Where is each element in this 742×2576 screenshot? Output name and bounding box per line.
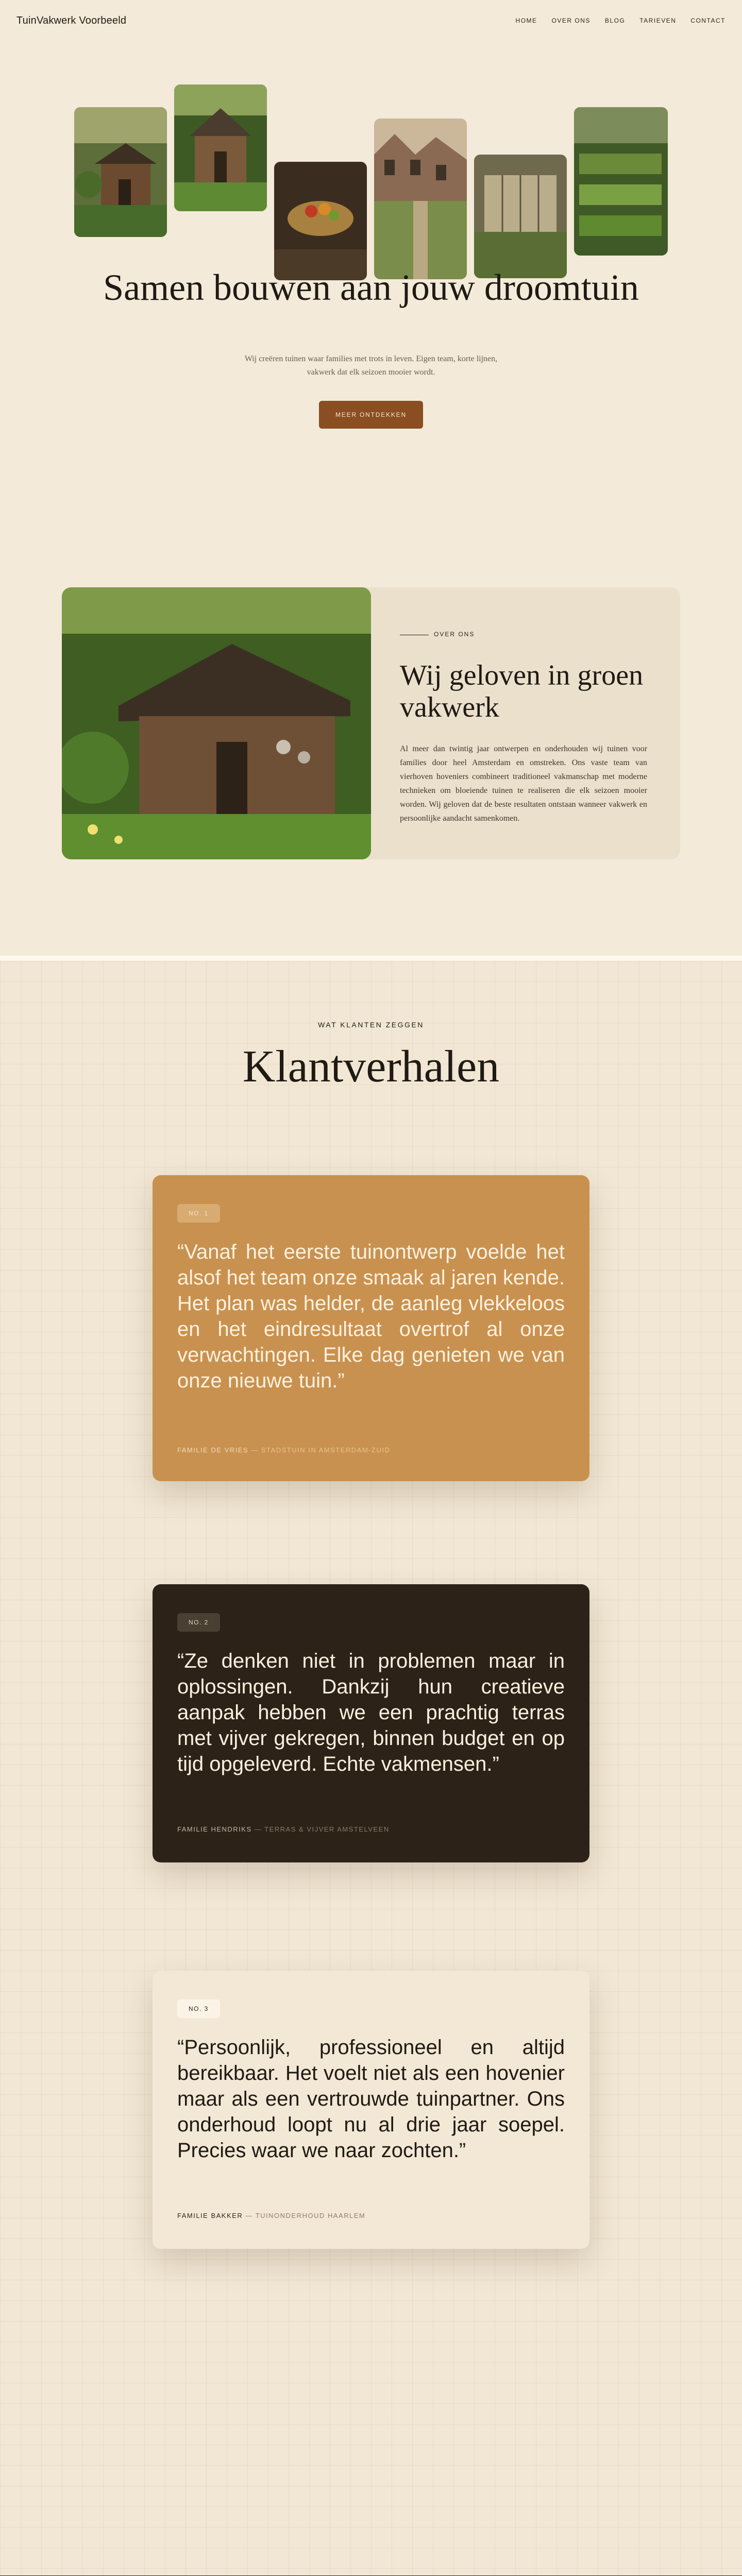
- testimonial-card-3: [153, 1971, 589, 2249]
- testimonial-card-2: [153, 1584, 589, 1862]
- testimonial-author-name: FAMILIE BAKKER: [177, 2212, 243, 2219]
- testimonial-badge: NO. 1: [177, 1204, 220, 1223]
- nav-tarieven[interactable]: TARIEVEN: [639, 17, 677, 24]
- testimonial-author-name: FAMILIE HENDRIKS: [177, 1825, 252, 1833]
- testimonials-section: [0, 961, 742, 2575]
- about-section: [0, 515, 742, 956]
- hero-photo-basket: [274, 162, 367, 280]
- testimonial-author-name: FAMILIE DE VRIES: [177, 1446, 249, 1454]
- nav-blog[interactable]: BLOG: [604, 17, 626, 24]
- testimonial-author: FAMILIE BAKKER — TUINONDERHOUD HAARLEM: [177, 2212, 366, 2219]
- hero-section: [0, 41, 742, 515]
- testimonial-badge: NO. 3: [177, 1999, 220, 2018]
- testimonial-author-detail: STADSTUIN IN AMSTERDAM-ZUID: [261, 1446, 391, 1454]
- testimonial-quote: “Ze denken niet in problemen maar in oplossingen. Dankzij hun creatieve aanpak hebben we een prachtig terras met vijver gekregen, binnen budget en op tijd opgeleverd. Echte vakmensen.”: [177, 1650, 565, 1775]
- testimonial-author: FAMILIE DE VRIES — STADSTUIN IN AMSTERDAM-ZUID: [177, 1446, 391, 1454]
- about-photo-garden-shed: [62, 587, 371, 859]
- testimonial-quote: “Vanaf het eerste tuinontwerp voelde het alsof het team onze smaak al jaren kende. Het plan was helder, de aanleg vlekkeloos en het eindresultaat overtrof al onze verwachtingen. Elke dag genieten we van onze nieuwe tuin.”: [177, 1241, 565, 1392]
- section-divider: [0, 956, 742, 961]
- about-card: [62, 587, 680, 859]
- nav-home[interactable]: HOME: [515, 17, 537, 24]
- main-nav: [516, 17, 726, 24]
- about-eyebrow: OVER ONS: [434, 631, 475, 638]
- nav-over-ons[interactable]: OVER ONS: [551, 17, 591, 24]
- hero-photo-courtyard: [374, 118, 467, 279]
- about-title: Wij geloven in groen vakwerk: [400, 659, 644, 723]
- hero-photo-vegetable-beds: [574, 107, 668, 256]
- discover-button[interactable]: MEER ONTDEKKEN: [319, 401, 423, 429]
- testimonials-eyebrow: WAT KLANTEN ZEGGEN: [318, 1021, 424, 1029]
- testimonial-author-detail: TERRAS & VIJVER AMSTELVEEN: [264, 1825, 390, 1833]
- testimonial-author: FAMILIE HENDRIKS — TERRAS & VIJVER AMSTELVEEN: [177, 1825, 390, 1833]
- testimonial-author-detail: TUINONDERHOUD HAARLEM: [255, 2212, 366, 2219]
- hero-photo-garden-shed: [74, 107, 167, 237]
- testimonial-quote: “Persoonlijk, professioneel en altijd bereikbaar. Het voelt niet als een hovenier maar als een vertrouwde tuinpartner. Ons onderhoud loopt nu al drie jaar soepel. Precies waar we naar zochten.”: [177, 2036, 565, 2162]
- nav-contact[interactable]: CONTACT: [690, 17, 726, 24]
- site-header: [0, 0, 742, 41]
- site-logo[interactable]: TuinVakwerk Voorbeeld: [16, 14, 127, 26]
- hero-subtitle: Wij creëren tuinen waar families met trots in leven. Eigen team, korte lijnen, vakwerk dat elk seizoen mooier wordt.: [244, 354, 498, 377]
- testimonial-card-1: [153, 1175, 589, 1481]
- hero-title: Samen bouwen aan jouw droomtuin: [103, 267, 639, 308]
- testimonial-badge: NO. 2: [177, 1613, 220, 1632]
- hero-photo-wooden-hut: [174, 84, 267, 211]
- about-text: Al meer dan twintig jaar ontwerpen en onderhouden wij tuinen voor families door heel Amsterdam en omstreken. Ons vaste team van vierhoven hoveniers combineert traditioneel vakmanschap met moderne technieken om bloeiende tuinen te realiseren die elk seizoen mooier worden. Wij geloven dat de beste resultaten ontstaan wanneer vakwerk en persoonlijke aandacht samenkomen.: [400, 744, 647, 823]
- hero-photo-greenhouse: [474, 155, 567, 278]
- testimonials-title: Klantverhalen: [242, 1042, 500, 1092]
